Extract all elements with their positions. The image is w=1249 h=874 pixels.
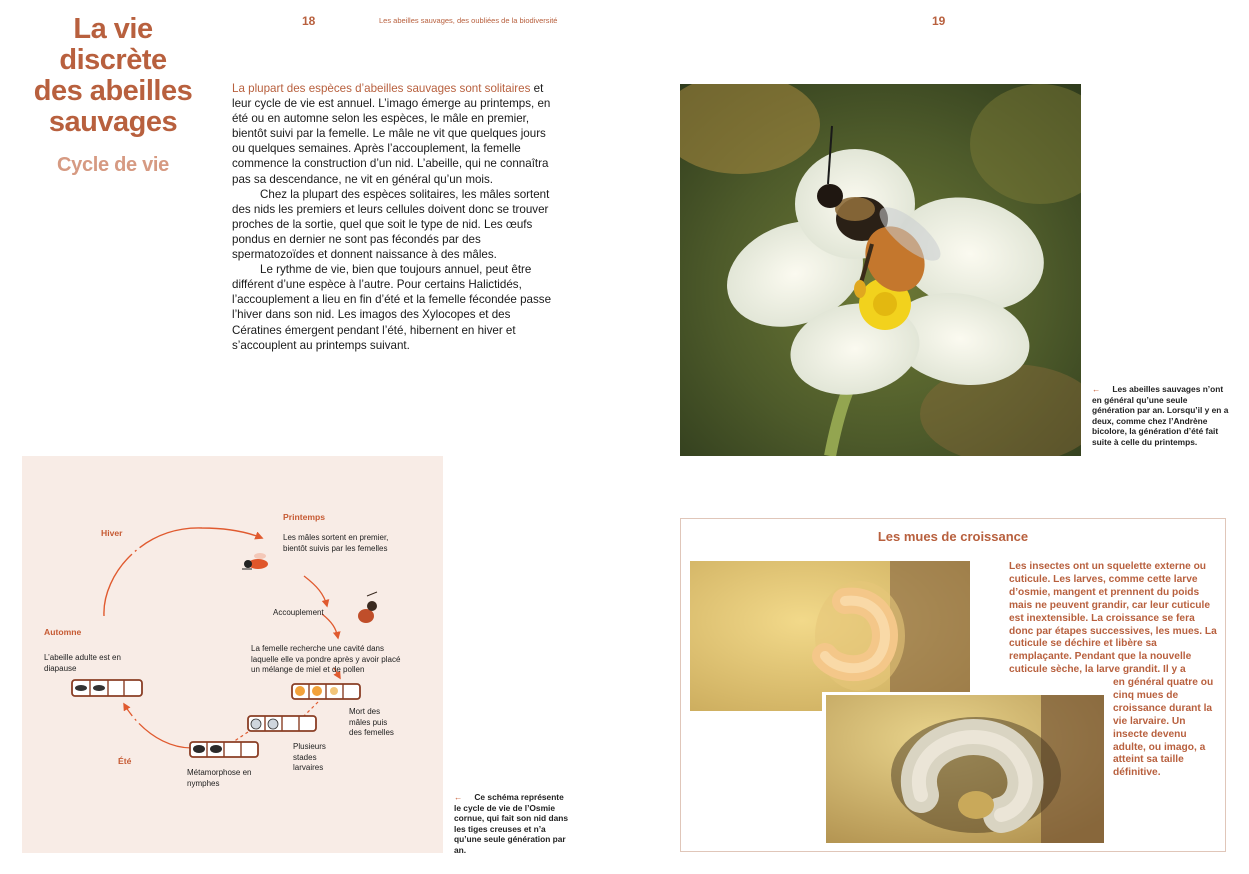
paragraph-3: Le rythme de vie, bien que toujours annuel, peut être différent d’une espèce à l’autre. Pour certains Halictidés, l’accouplement a lieu en fin d’été et la femelle fécondée passe l’hiver dans son nid. Les imagos des Xylocopes et des Cératines émergent pendant l’été, hibernent en hiver et s’accouplent au printemps suivant. bbox=[232, 263, 552, 352]
arrow-left-icon: ← bbox=[1092, 384, 1101, 394]
season-hiver: Hiver bbox=[101, 528, 123, 538]
title-line: discrète bbox=[59, 44, 167, 76]
nest-tube-larvae bbox=[248, 716, 316, 731]
label-diapause: L’abeille adulte est en diapause bbox=[44, 653, 121, 673]
title-line: des abeilles bbox=[33, 75, 193, 107]
season-ete: Été bbox=[118, 756, 132, 766]
label-stades: Plusieurs stades larvaires bbox=[293, 742, 326, 772]
title-line: sauvages bbox=[48, 106, 178, 138]
mating-bees-icon bbox=[358, 592, 377, 623]
photo-caption-text: Les abeilles sauvages n’ont en général qu’une seule génération par an. Lorsqu’il y en a deux, comme chez l’Andrène bicolore, la génération d’été fait suite à celle du printemps. bbox=[1092, 384, 1229, 447]
running-head: Les abeilles sauvages, des oubliées de la biodiversité bbox=[379, 16, 558, 25]
season-automne: Automne bbox=[44, 627, 82, 637]
box-title: Les mues de croissance bbox=[877, 529, 1029, 544]
larva-1-illustration bbox=[690, 561, 970, 711]
bee-on-flower-photo bbox=[680, 84, 1081, 456]
life-cycle-diagram bbox=[22, 456, 443, 853]
box-text-bottom: en général quatre ou cinq mues de croissance durant la vie larvaire. Un insecte devenu adulte, ou imago, a atteint sa taille définitive. bbox=[1113, 677, 1214, 779]
title-line: La vie bbox=[73, 13, 153, 45]
label-accouplement: Accouplement bbox=[273, 608, 324, 617]
arrow-spring-2 bbox=[322, 614, 338, 638]
diagram-caption bbox=[454, 792, 572, 856]
larva-photo-2 bbox=[822, 692, 1107, 846]
label-femelle-cavite: La femelle recherche une cavité dans laquelle elle va pondre après y avoir placé un mélange de miel et de pollen bbox=[251, 644, 401, 674]
paragraph-1-rest: et leur cycle de vie est annuel. L’imago émerge au printemps, en été ou en automne selon les espèces, le mâle en premier, bientôt suivi par la femelle. Le mâle ne vit que quelques jours ou quelques semaines. Après l’accouplement, la femelle commence la construction d’un nid. L’abeille, qui ne connaîtra pas sa descendance, ne vit en général qu’un mois. bbox=[232, 82, 551, 186]
arc-winter bbox=[104, 528, 262, 616]
arc-summer bbox=[124, 704, 192, 748]
paragraph-1 bbox=[232, 81, 557, 187]
body-text bbox=[232, 81, 557, 353]
nest-tube-autumn bbox=[72, 680, 142, 696]
nest-tube-spring bbox=[292, 684, 360, 699]
photo-caption bbox=[1092, 384, 1232, 448]
label-males-sortent: Les mâles sortent en premier, bientôt suivis par les femelles bbox=[283, 533, 389, 553]
paragraph-2: Chez la plupart des espèces solitaires, les mâles sortent des nids les premiers et leurs cellules doivent donc se trouver proches de la sortie, quel que soit le type de nid. Les œufs pondus en dernier ne sont pas fécondés par des spermatozoïdes et donnent naissance à des mâles. bbox=[232, 187, 550, 262]
chapter-subtitle: Cycle de vie bbox=[56, 154, 170, 176]
nest-tube-summer bbox=[190, 742, 258, 757]
label-metamorphose: Métamorphose en nymphes bbox=[187, 768, 252, 788]
arrow-left-icon: ← bbox=[454, 792, 463, 802]
right-page-number: 19 bbox=[932, 14, 946, 28]
box-text-top: Les insectes ont un squelette externe ou cuticule. Les larves, comme cette larve d’osmie, mangent et prennent du poids mais ne peuvent grandir, car leur cuticule est inextensible. La croissance se fera donc par étapes successives, les mues. La cuticule se déchire et libère sa remplaçante. Pendant que la nouvelle cuticule sèche, la larve grandit. Il y a bbox=[1009, 561, 1217, 676]
season-printemps: Printemps bbox=[283, 512, 326, 522]
diagram-caption-text: Ce schéma représente le cycle de vie de l’Osmie cornue, qui fait son nid dans les tiges creuses et n’a qu’une seule génération par an. bbox=[454, 792, 568, 855]
label-mort: Mort des mâles puis des femelles bbox=[349, 707, 394, 737]
larva-2-illustration bbox=[826, 695, 1104, 843]
bee-photo-illustration bbox=[680, 84, 1081, 456]
arrow-spring-1 bbox=[304, 576, 327, 606]
left-page-number: 18 bbox=[302, 14, 316, 28]
flying-bee-icon bbox=[242, 553, 268, 569]
larva-photo-1 bbox=[690, 561, 970, 711]
lead-highlight: La plupart des espèces d’abeilles sauvages sont solitaires bbox=[232, 82, 531, 95]
chapter-title bbox=[18, 14, 208, 138]
